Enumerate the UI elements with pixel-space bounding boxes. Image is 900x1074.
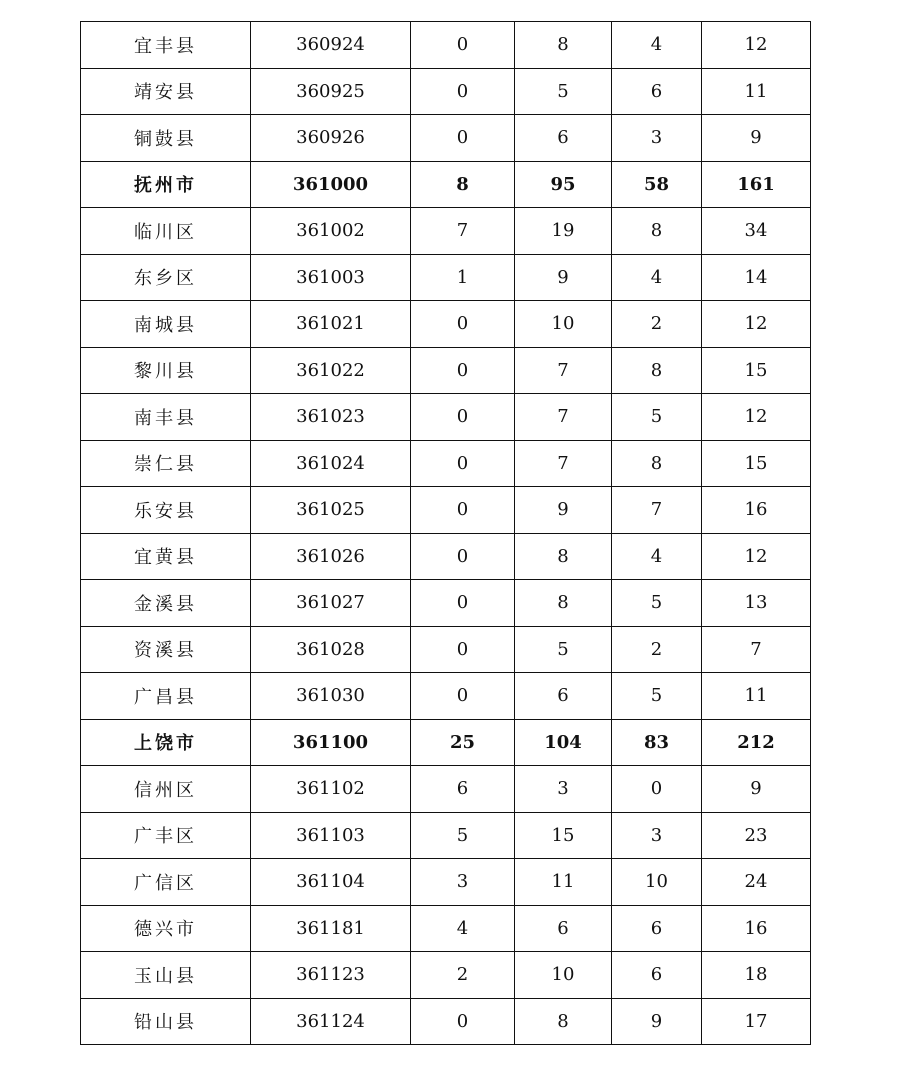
region-code-cell: 361102 [251,766,411,813]
count-col-1-cell: 0 [411,580,515,627]
region-name-cell: 黎川县 [81,347,251,394]
count-col-3-cell: 4 [612,533,702,580]
total-cell: 14 [702,254,811,301]
total-cell: 24 [702,859,811,906]
region-code-cell: 360924 [251,22,411,69]
count-col-2-cell: 7 [515,440,612,487]
region-code-cell: 361103 [251,812,411,859]
region-name-cell: 铜鼓县 [81,115,251,162]
count-col-3-cell: 3 [612,115,702,162]
table-row [81,812,811,859]
count-col-2-cell: 9 [515,254,612,301]
count-col-3-cell: 8 [612,347,702,394]
total-cell: 9 [702,766,811,813]
region-name-cell: 资溪县 [81,626,251,673]
region-name-cell: 崇仁县 [81,440,251,487]
region-code-cell: 361026 [251,533,411,580]
table-row [81,301,811,348]
count-col-2-cell: 8 [515,580,612,627]
count-col-1-cell: 0 [411,301,515,348]
table-row [81,208,811,255]
table-row [81,952,811,999]
count-col-1-cell: 0 [411,626,515,673]
region-code-cell: 361025 [251,487,411,534]
count-col-3-cell: 8 [612,208,702,255]
count-col-3-cell: 6 [612,952,702,999]
count-col-3-cell: 10 [612,859,702,906]
city-row [81,161,811,208]
count-col-2-cell: 7 [515,347,612,394]
region-statistics-table [80,21,811,1045]
region-code-cell: 361027 [251,580,411,627]
count-col-1-cell: 0 [411,22,515,69]
count-col-3-cell: 4 [612,254,702,301]
region-name-cell: 广丰区 [81,812,251,859]
table-row [81,487,811,534]
count-col-3-cell: 4 [612,22,702,69]
count-col-3-cell: 2 [612,626,702,673]
count-col-3-cell: 2 [612,301,702,348]
total-cell: 12 [702,22,811,69]
count-col-2-cell: 10 [515,952,612,999]
count-col-1-cell: 0 [411,394,515,441]
table-row [81,440,811,487]
region-code-cell: 361028 [251,626,411,673]
region-name-cell: 德兴市 [81,905,251,952]
count-col-3-cell: 9 [612,998,702,1045]
region-name-cell: 玉山县 [81,952,251,999]
count-col-1-cell: 5 [411,812,515,859]
count-col-3-cell: 5 [612,580,702,627]
region-name-cell: 信州区 [81,766,251,813]
total-cell: 7 [702,626,811,673]
region-code-cell: 361104 [251,859,411,906]
count-col-1-cell: 0 [411,440,515,487]
count-col-2-cell: 6 [515,673,612,720]
count-col-2-cell: 10 [515,301,612,348]
region-name-cell: 铅山县 [81,998,251,1045]
total-cell: 17 [702,998,811,1045]
count-col-2-cell: 3 [515,766,612,813]
region-code-cell: 361100 [251,719,411,766]
table-row [81,580,811,627]
region-code-cell: 361124 [251,998,411,1045]
count-col-1-cell: 8 [411,161,515,208]
count-col-3-cell: 5 [612,673,702,720]
count-col-3-cell: 5 [612,394,702,441]
region-code-cell: 360925 [251,68,411,115]
region-name-cell: 靖安县 [81,68,251,115]
count-col-3-cell: 6 [612,905,702,952]
count-col-2-cell: 8 [515,22,612,69]
region-code-cell: 361123 [251,952,411,999]
table-row [81,394,811,441]
total-cell: 15 [702,440,811,487]
count-col-1-cell: 25 [411,719,515,766]
table-row [81,766,811,813]
region-name-cell: 宜黄县 [81,533,251,580]
total-cell: 11 [702,68,811,115]
total-cell: 23 [702,812,811,859]
total-cell: 11 [702,673,811,720]
region-name-cell: 抚州市 [81,161,251,208]
table-row [81,68,811,115]
count-col-1-cell: 0 [411,487,515,534]
count-col-2-cell: 5 [515,626,612,673]
count-col-1-cell: 6 [411,766,515,813]
total-cell: 212 [702,719,811,766]
count-col-1-cell: 0 [411,673,515,720]
count-col-2-cell: 95 [515,161,612,208]
table-row [81,626,811,673]
count-col-1-cell: 0 [411,533,515,580]
total-cell: 15 [702,347,811,394]
count-col-3-cell: 7 [612,487,702,534]
region-code-cell: 361021 [251,301,411,348]
region-name-cell: 临川区 [81,208,251,255]
table-row [81,347,811,394]
total-cell: 18 [702,952,811,999]
total-cell: 9 [702,115,811,162]
region-code-cell: 361024 [251,440,411,487]
region-name-cell: 南丰县 [81,394,251,441]
count-col-2-cell: 19 [515,208,612,255]
total-cell: 12 [702,394,811,441]
count-col-2-cell: 104 [515,719,612,766]
table-row [81,254,811,301]
table-row [81,115,811,162]
total-cell: 34 [702,208,811,255]
total-cell: 16 [702,487,811,534]
count-col-2-cell: 6 [515,115,612,162]
count-col-1-cell: 2 [411,952,515,999]
table-body [81,22,811,1045]
count-col-1-cell: 0 [411,998,515,1045]
region-code-cell: 361000 [251,161,411,208]
region-code-cell: 360926 [251,115,411,162]
count-col-3-cell: 58 [612,161,702,208]
region-name-cell: 上饶市 [81,719,251,766]
count-col-1-cell: 0 [411,115,515,162]
count-col-1-cell: 0 [411,68,515,115]
count-col-3-cell: 3 [612,812,702,859]
count-col-2-cell: 8 [515,533,612,580]
count-col-2-cell: 6 [515,905,612,952]
region-code-cell: 361181 [251,905,411,952]
total-cell: 161 [702,161,811,208]
count-col-2-cell: 5 [515,68,612,115]
region-code-cell: 361003 [251,254,411,301]
count-col-3-cell: 0 [612,766,702,813]
table-row [81,998,811,1045]
table-row [81,905,811,952]
table-row [81,859,811,906]
count-col-2-cell: 15 [515,812,612,859]
count-col-2-cell: 8 [515,998,612,1045]
table-row [81,22,811,69]
count-col-3-cell: 6 [612,68,702,115]
total-cell: 12 [702,533,811,580]
count-col-2-cell: 9 [515,487,612,534]
city-row [81,719,811,766]
count-col-1-cell: 7 [411,208,515,255]
region-name-cell: 东乡区 [81,254,251,301]
total-cell: 16 [702,905,811,952]
count-col-1-cell: 3 [411,859,515,906]
count-col-3-cell: 83 [612,719,702,766]
region-code-cell: 361023 [251,394,411,441]
count-col-2-cell: 7 [515,394,612,441]
count-col-1-cell: 4 [411,905,515,952]
region-name-cell: 宜丰县 [81,22,251,69]
count-col-2-cell: 11 [515,859,612,906]
region-name-cell: 广信区 [81,859,251,906]
total-cell: 12 [702,301,811,348]
count-col-3-cell: 8 [612,440,702,487]
count-col-1-cell: 0 [411,347,515,394]
table-row [81,533,811,580]
region-name-cell: 金溪县 [81,580,251,627]
region-code-cell: 361002 [251,208,411,255]
total-cell: 13 [702,580,811,627]
region-code-cell: 361022 [251,347,411,394]
region-name-cell: 南城县 [81,301,251,348]
table-row [81,673,811,720]
region-code-cell: 361030 [251,673,411,720]
region-name-cell: 乐安县 [81,487,251,534]
region-name-cell: 广昌县 [81,673,251,720]
count-col-1-cell: 1 [411,254,515,301]
